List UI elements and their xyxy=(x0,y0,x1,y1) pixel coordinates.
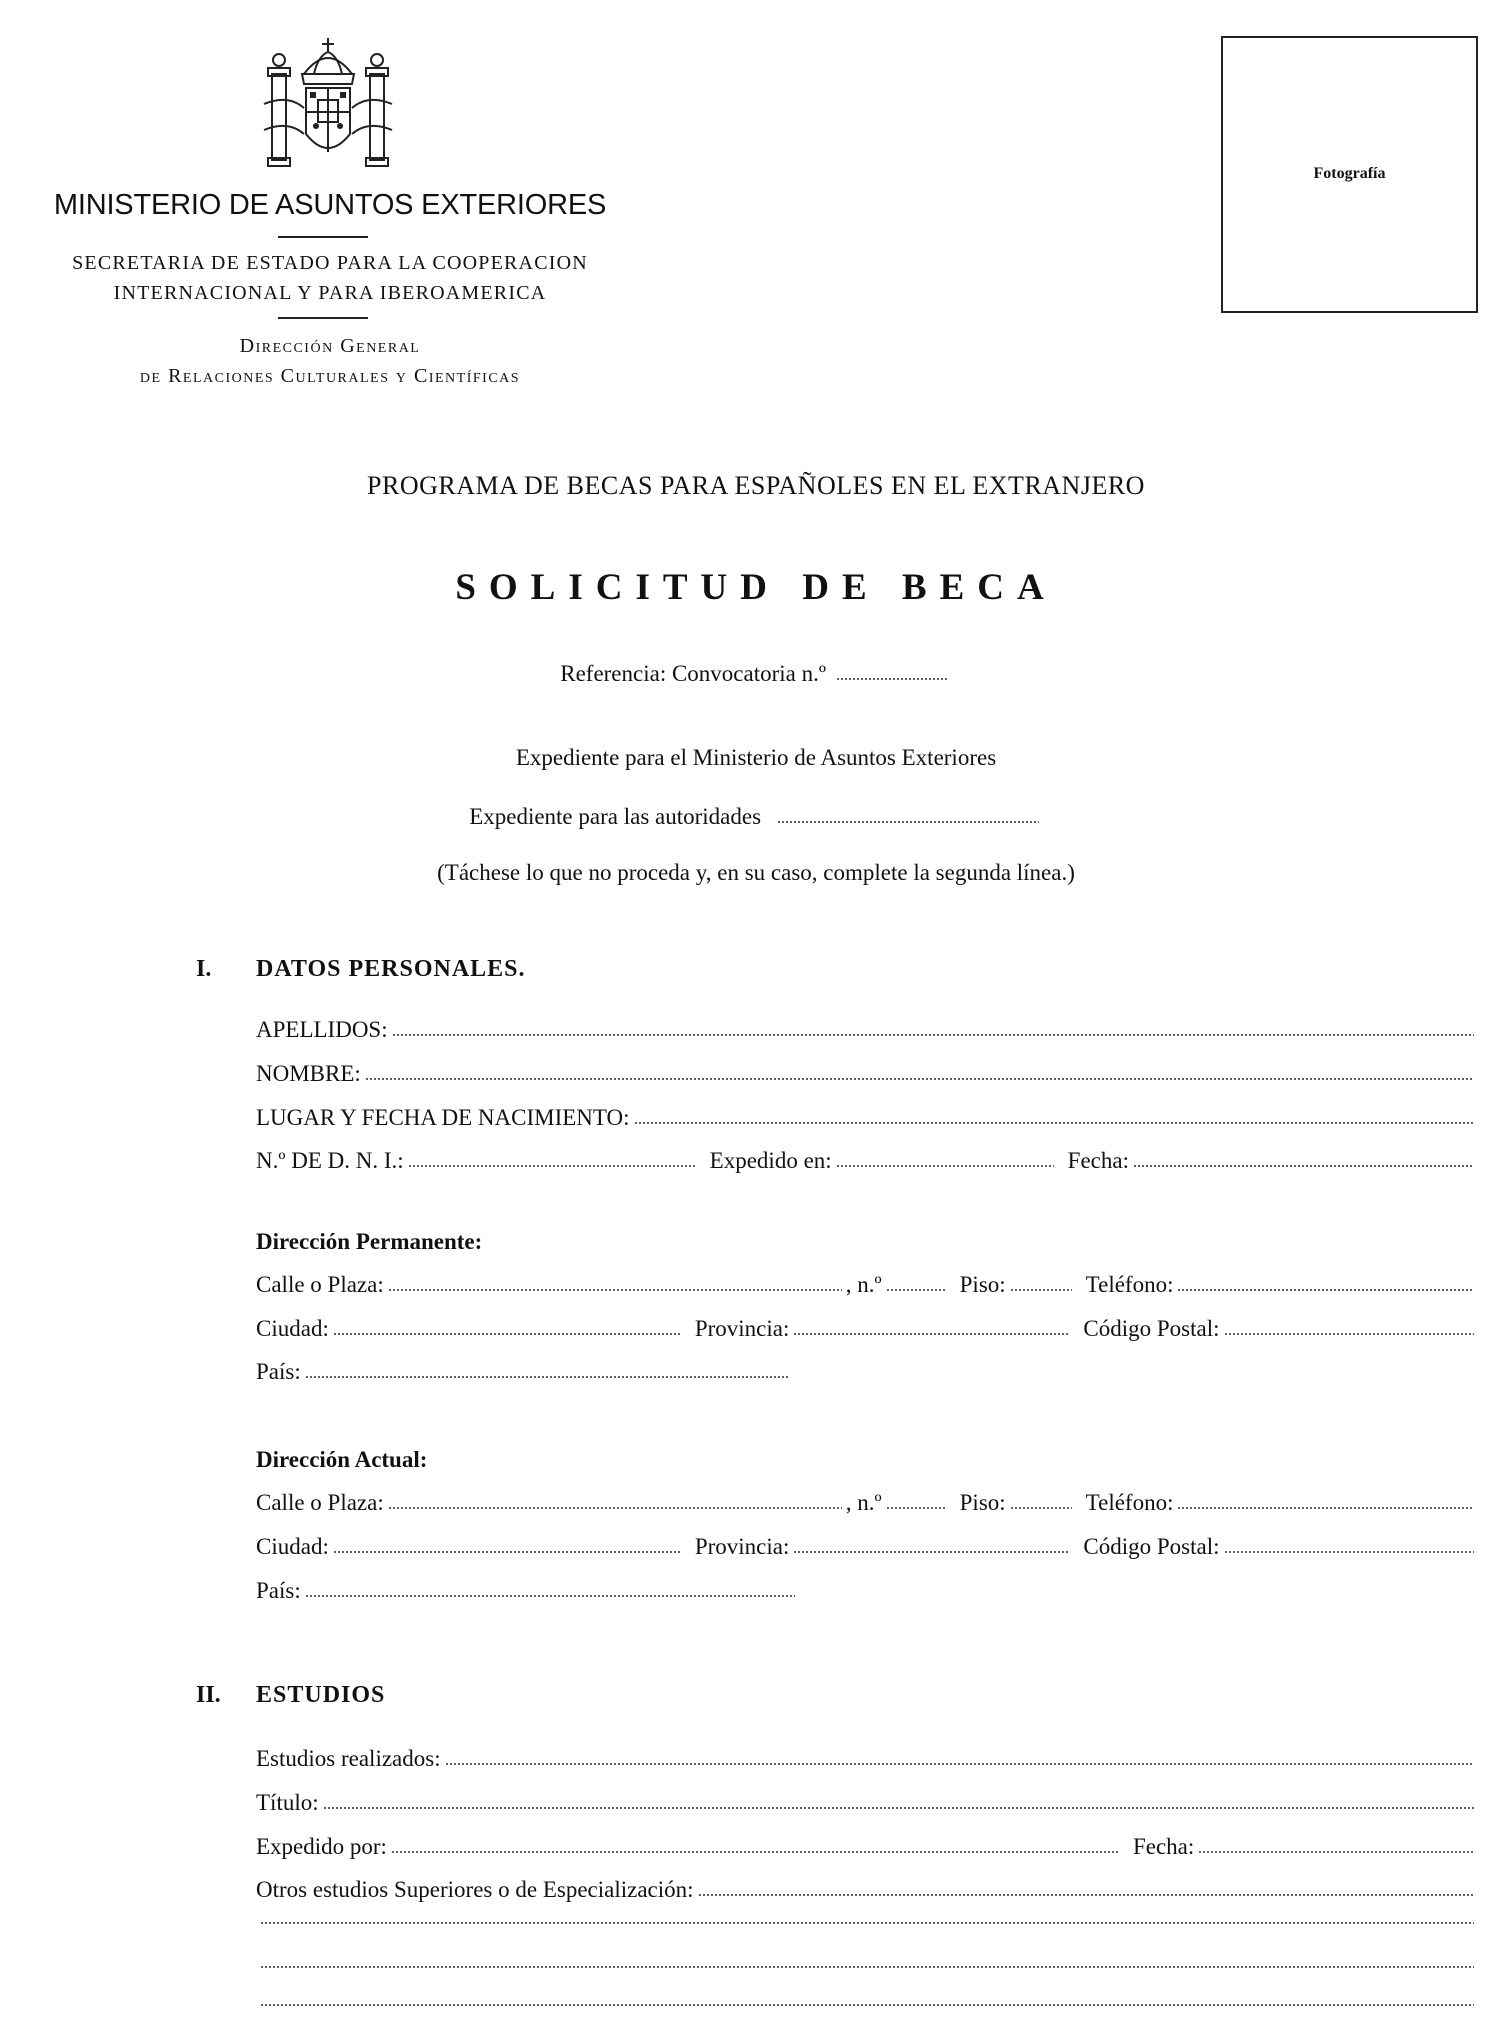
estudios-realizados-row xyxy=(256,1746,1478,1778)
current-codigo-postal-field[interactable] xyxy=(1224,1550,1475,1554)
codigo-postal-label: Código Postal: xyxy=(1083,1534,1220,1559)
permanent-country-row xyxy=(256,1359,1478,1391)
otros-estudios-row xyxy=(256,1877,1478,1909)
ciudad-label: Ciudad: xyxy=(256,1316,329,1341)
telefono-label: Teléfono: xyxy=(1085,1490,1174,1515)
otros-estudios-continuation-row xyxy=(256,2003,1478,2035)
secretaria-line-1: SECRETARIA DE ESTADO PARA LA COOPERACION xyxy=(72,252,588,274)
secretaria-line-2: INTERNACIONAL Y PARA IBEROAMERICA xyxy=(113,282,547,304)
permanent-provincia-field[interactable] xyxy=(793,1332,1069,1336)
estudios-realizados-field[interactable] xyxy=(445,1762,1474,1766)
provincia-label: Provincia: xyxy=(694,1534,790,1559)
reference-line xyxy=(0,661,1512,687)
permanent-pais-field[interactable] xyxy=(305,1375,789,1379)
direccion-line-1: Dirección General xyxy=(239,335,421,357)
expediente-autoridades-field[interactable] xyxy=(777,820,1039,824)
fecha-field[interactable] xyxy=(1133,1164,1474,1168)
header-divider xyxy=(278,317,368,319)
otros-estudios-continuation-row xyxy=(256,1965,1478,1997)
provincia-label: Provincia: xyxy=(694,1316,790,1341)
pais-label: País: xyxy=(256,1359,301,1384)
telefono-label: Teléfono: xyxy=(1085,1272,1174,1297)
expediente-autoridades-label[interactable]: Expediente para las autoridades xyxy=(469,804,762,829)
section-title: DATOS PERSONALES. xyxy=(256,956,526,982)
photo-label: Fotografía xyxy=(1313,165,1386,182)
expedido-por-field[interactable] xyxy=(391,1850,1119,1854)
nombre-row xyxy=(256,1061,1478,1093)
lugar-fecha-row xyxy=(256,1105,1478,1137)
otros-estudios-continuation-row xyxy=(256,1921,1478,1953)
form-title: SOLICITUD DE BECA xyxy=(455,567,1057,608)
calle-label: Calle o Plaza: xyxy=(256,1490,384,1515)
lugar-fecha-field[interactable] xyxy=(634,1121,1474,1125)
fecha-label: Fecha: xyxy=(1132,1834,1195,1859)
permanent-ciudad-field[interactable] xyxy=(333,1332,681,1336)
header-divider xyxy=(278,236,368,238)
estudios-fecha-field[interactable] xyxy=(1198,1850,1474,1854)
current-pais-field[interactable] xyxy=(305,1594,795,1598)
nombre-field[interactable] xyxy=(365,1077,1474,1081)
current-numero-field[interactable] xyxy=(886,1506,946,1510)
section-title: ESTUDIOS xyxy=(256,1682,386,1708)
coat-of-arms-emblem xyxy=(258,34,398,174)
permanent-piso-field[interactable] xyxy=(1010,1288,1072,1292)
otros-estudios-label: Otros estudios Superiores o de Especialización: xyxy=(256,1877,694,1902)
section-number: I. xyxy=(196,956,212,982)
reference-label: Referencia: Convocatoria n.º xyxy=(560,661,827,686)
permanent-address-heading: Dirección Permanente: xyxy=(256,1229,483,1254)
otros-estudios-line[interactable] xyxy=(260,1921,1474,1925)
expediente-mae[interactable]: Expediente para el Ministerio de Asuntos Exteriores xyxy=(515,745,997,770)
nombre-label: NOMBRE: xyxy=(256,1061,361,1086)
otros-estudios-field[interactable] xyxy=(698,1893,1474,1897)
program-title: PROGRAMA DE BECAS PARA ESPAÑOLES EN EL EXTRANJERO xyxy=(367,471,1145,500)
current-telefono-field[interactable] xyxy=(1177,1506,1474,1510)
apellidos-label: APELLIDOS: xyxy=(256,1017,388,1042)
pais-label: País: xyxy=(256,1578,301,1603)
titulo-label: Título: xyxy=(256,1790,319,1815)
photo-box[interactable] xyxy=(1221,36,1478,313)
ciudad-label: Ciudad: xyxy=(256,1534,329,1559)
current-ciudad-field[interactable] xyxy=(333,1550,681,1554)
fecha-label: Fecha: xyxy=(1067,1148,1129,1173)
numero-label: , n.º xyxy=(845,1490,882,1515)
piso-label: Piso: xyxy=(959,1490,1006,1515)
current-city-row xyxy=(256,1534,1478,1566)
calle-label: Calle o Plaza: xyxy=(256,1272,384,1297)
expedido-por-label: Expedido por: xyxy=(256,1834,387,1859)
current-country-row xyxy=(256,1578,1478,1610)
direccion-line-2: de Relaciones Culturales y Científicas xyxy=(139,365,521,387)
reference-number-field[interactable] xyxy=(836,677,948,681)
expedido-en-label: Expedido en: xyxy=(709,1148,832,1173)
permanent-calle-field[interactable] xyxy=(388,1288,842,1292)
otros-estudios-line[interactable] xyxy=(260,2003,1474,2007)
piso-label: Piso: xyxy=(959,1272,1006,1297)
expedido-por-row xyxy=(256,1834,1478,1866)
dni-field[interactable] xyxy=(408,1164,696,1168)
current-piso-field[interactable] xyxy=(1010,1506,1072,1510)
current-calle-field[interactable] xyxy=(388,1506,842,1510)
permanent-numero-field[interactable] xyxy=(886,1288,946,1292)
codigo-postal-label: Código Postal: xyxy=(1083,1316,1220,1341)
expediente-autoridades-line xyxy=(0,804,1512,830)
current-address-heading: Dirección Actual: xyxy=(256,1447,428,1472)
permanent-telefono-field[interactable] xyxy=(1177,1288,1474,1292)
dni-label: N.º DE D. N. I.: xyxy=(256,1148,404,1173)
apellidos-row xyxy=(256,1017,1478,1049)
permanent-city-row xyxy=(256,1316,1478,1348)
expedido-en-field[interactable] xyxy=(836,1164,1054,1168)
otros-estudios-line[interactable] xyxy=(260,1965,1474,1969)
instruction-note: (Táchese lo que no proceda y, en su caso, complete la segunda línea.) xyxy=(437,860,1075,885)
apellidos-field[interactable] xyxy=(392,1033,1474,1037)
current-street-row xyxy=(256,1490,1478,1522)
ministry-name: MINISTERIO DE ASUNTOS EXTERIORES xyxy=(53,189,607,221)
current-provincia-field[interactable] xyxy=(793,1550,1069,1554)
estudios-realizados-label: Estudios realizados: xyxy=(256,1746,441,1771)
titulo-row xyxy=(256,1790,1478,1822)
permanent-codigo-postal-field[interactable] xyxy=(1224,1332,1475,1336)
numero-label: , n.º xyxy=(845,1272,882,1297)
permanent-street-row xyxy=(256,1272,1478,1304)
section-number: II. xyxy=(196,1682,221,1708)
lugar-fecha-label: LUGAR Y FECHA DE NACIMIENTO: xyxy=(256,1105,630,1130)
dni-row xyxy=(256,1148,1478,1180)
titulo-field[interactable] xyxy=(323,1806,1474,1810)
